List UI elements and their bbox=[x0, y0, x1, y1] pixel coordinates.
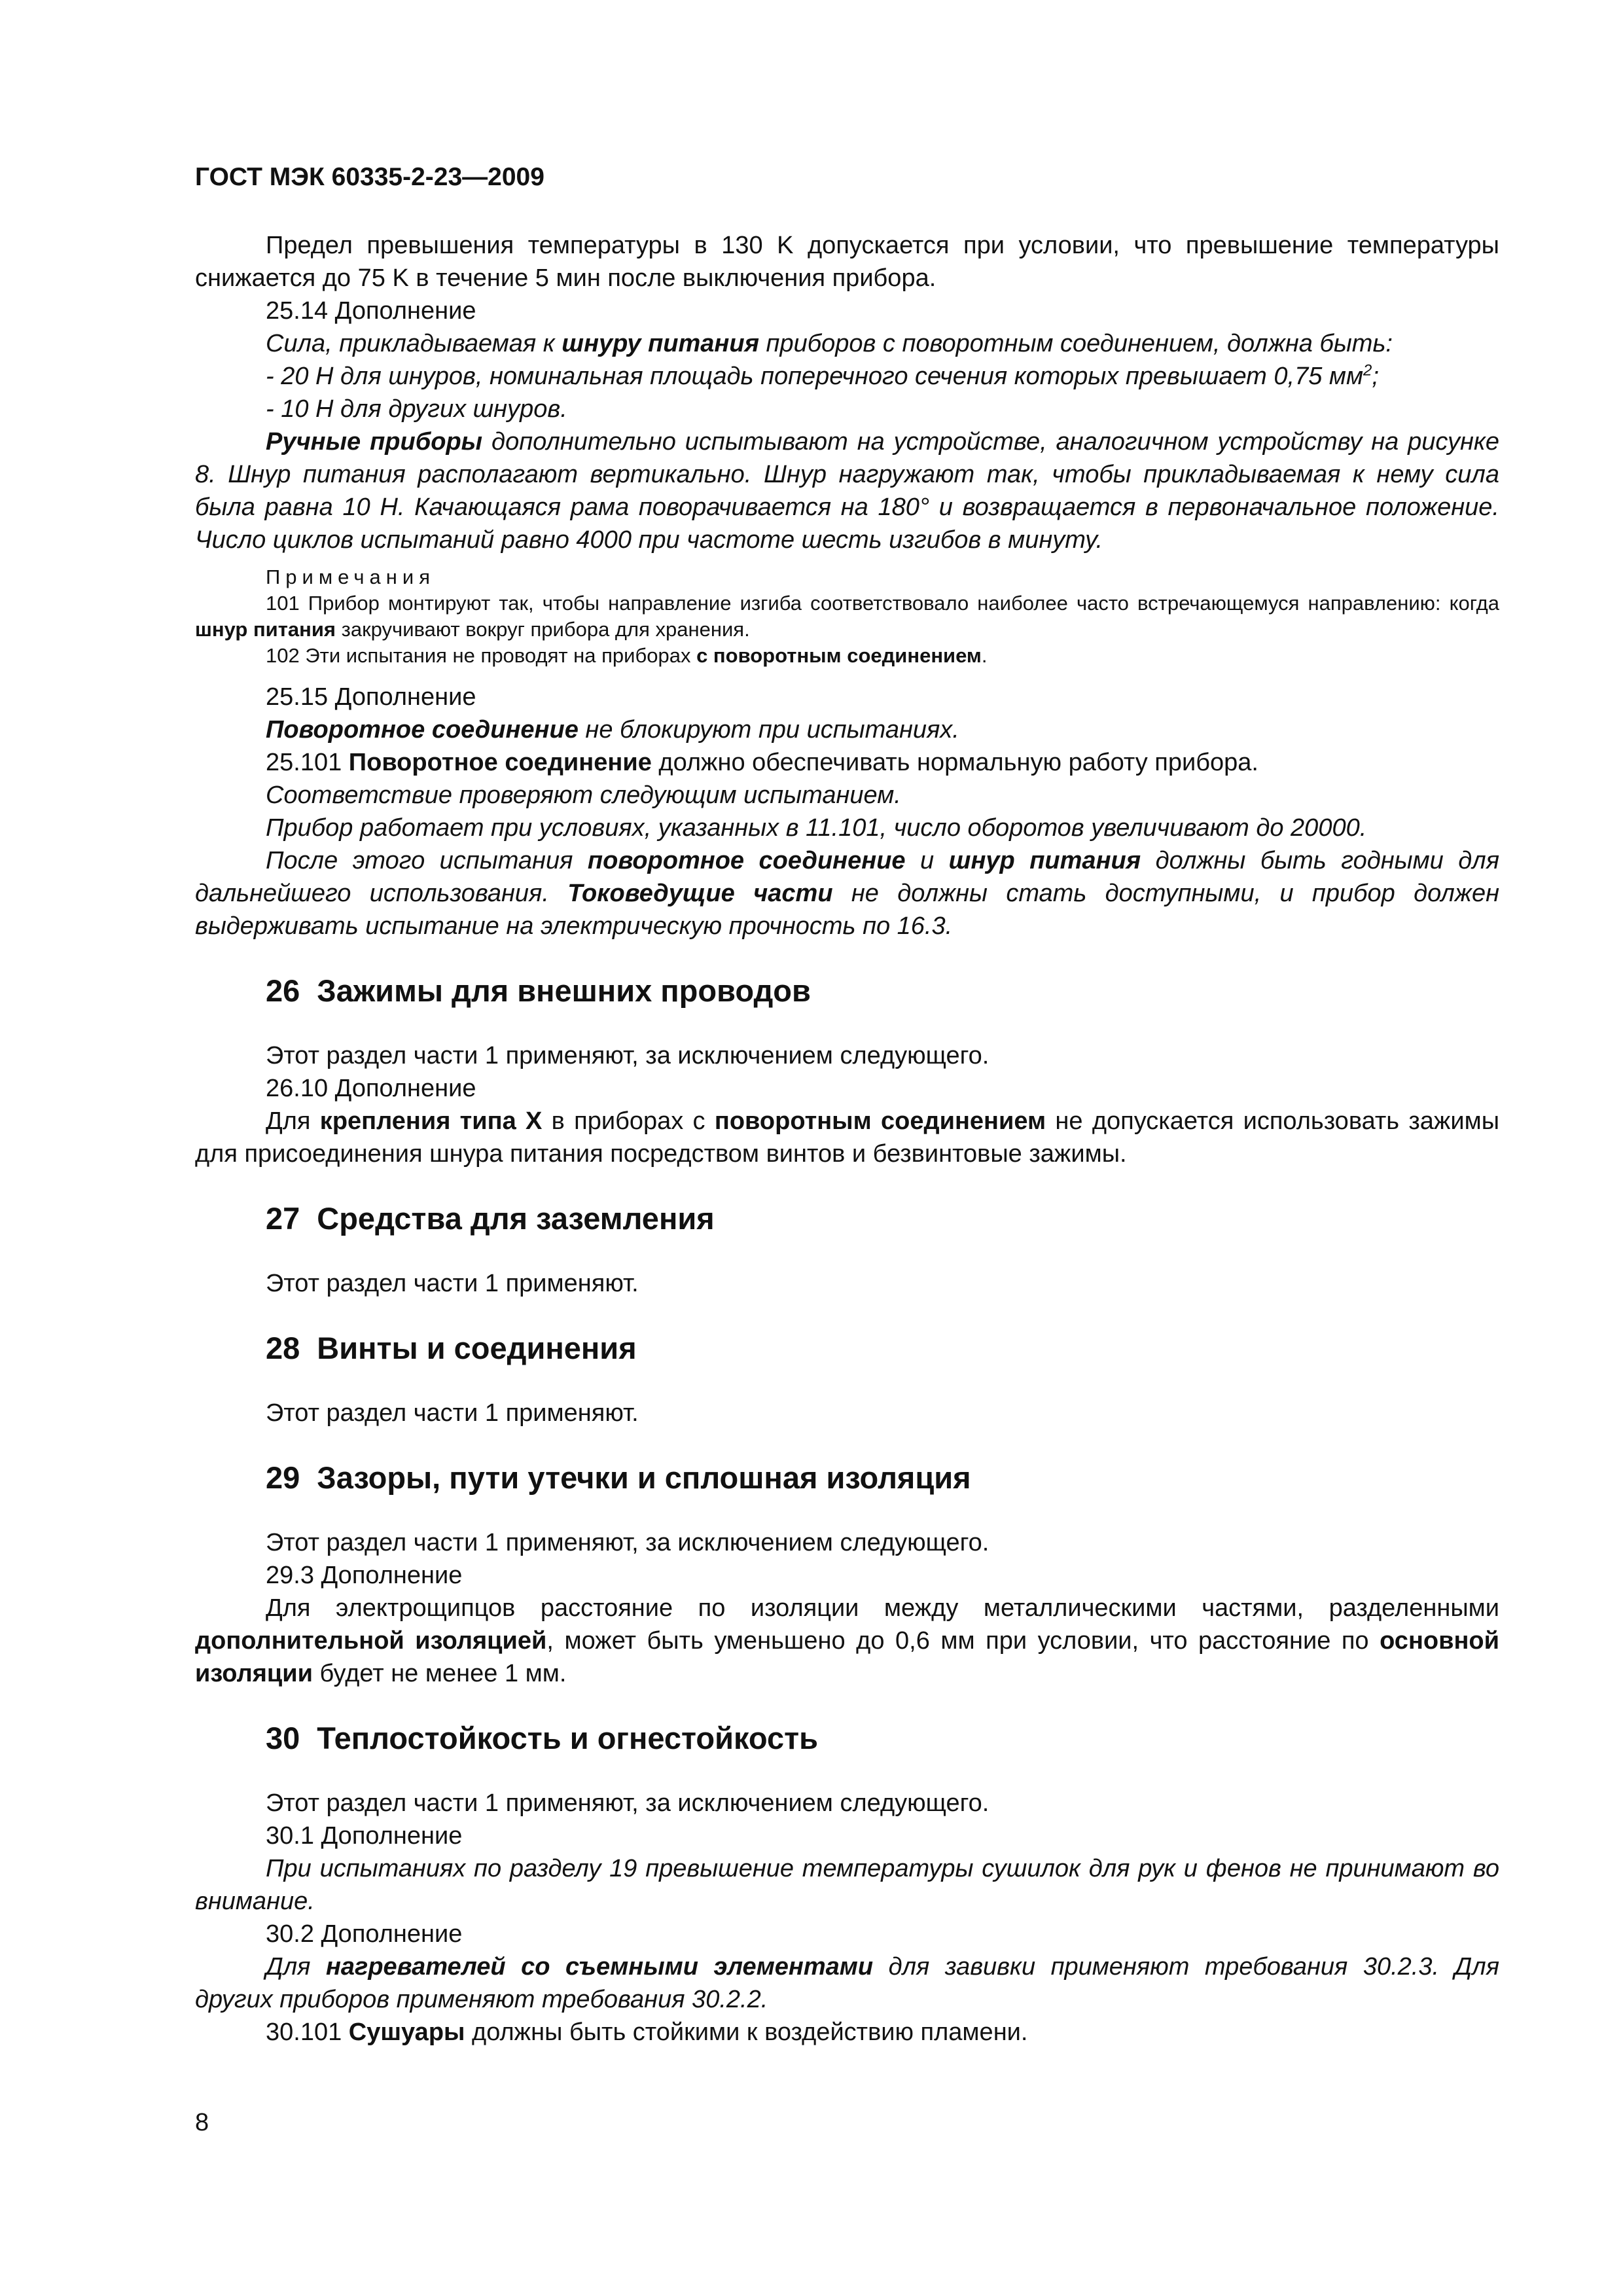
list-item-20n: - 20 Н для шнуров, номинальная площадь поперечного сечения которых превышает 0,75 $мм^2$; bbox=[266, 361, 1379, 390]
clause-29-3-text: Для электрощипцов расстояние по изоляции между металлическими частями, разделенными дополнительной изоляцией, может быть уменьшено до 0,6 мм при условии, что расстояние по основной изоляции будет не менее 1 мм. bbox=[195, 1594, 1499, 1687]
clause-26-10-label: 26.10 Дополнение bbox=[266, 1075, 476, 1102]
section-27-intro: Этот раздел части 1 применяют. bbox=[266, 1270, 639, 1297]
section-26-intro: Этот раздел части 1 применяют, за исключением следующего. bbox=[266, 1042, 990, 1069]
clause-30-1-text: При испытаниях по разделу 19 превышение температуры сушилок для рук и фенов не принимают во внимание. bbox=[195, 1855, 1499, 1915]
clause-25-15-text: Поворотное соединение не блокируют при испытаниях. bbox=[266, 716, 959, 744]
section-29-heading: 29 Зазоры, пути утечки и сплошная изоляция bbox=[266, 1460, 971, 1495]
clause-30-101: 30.101 Сушуары должны быть стойкими к воздействию пламени. bbox=[266, 2018, 1028, 2046]
clause-30-2-text: Для нагревателей со съемными элементами для завивки применяют требования 30.2.3. Для других приборов применяют требования 30.2.2. bbox=[195, 1953, 1499, 2013]
section-29-intro: Этот раздел части 1 применяют, за исключением следующего. bbox=[266, 1529, 990, 1556]
page-content bbox=[195, 161, 1499, 2049]
clause-30-2-label: 30.2 Дополнение bbox=[266, 1920, 463, 1948]
section-28-intro: Этот раздел части 1 применяют. bbox=[266, 1399, 639, 1427]
clause-25-101-work: Прибор работает при условиях, указанных в 11.101, число оборотов увеличивают до 20000. bbox=[266, 814, 1367, 842]
clause-25-101-check: Соответствие проверяют следующим испытанием. bbox=[266, 781, 901, 809]
section-28-heading: 28 Винты и соединения bbox=[266, 1331, 637, 1365]
section-26-heading: 26 Зажимы для внешних проводов bbox=[266, 973, 811, 1008]
clause-25-14-force: Сила, прикладываемая к шнуру питания приборов с поворотным соединением, должна быть: bbox=[266, 330, 1393, 357]
clause-25-101-after: После этого испытания поворотное соединение и шнур питания должны быть годными для дальнейшего использования. Токоведущие части не должны стать доступными, и прибор должен выдерживать испытание на электрическую прочность по 16.3. bbox=[195, 847, 1499, 940]
clause-25-101: 25.101 Поворотное соединение должно обеспечивать нормальную работу прибора. bbox=[266, 749, 1258, 776]
clause-29-3-label: 29.3 Дополнение bbox=[266, 1562, 463, 1589]
section-30-intro: Этот раздел части 1 применяют, за исключением следующего. bbox=[266, 1789, 990, 1817]
note-101: 101 Прибор монтируют так, чтобы направление изгиба соответствовало наиболее часто встречающемуся направлению: когда шнур питания закручивают вокруг прибора для хранения. bbox=[195, 592, 1499, 641]
notes-heading: Примечания bbox=[266, 565, 435, 588]
clause-25-15-label: 25.15 Дополнение bbox=[266, 683, 476, 711]
document-header: ГОСТ МЭК 60335-2-23—2009 bbox=[195, 163, 544, 191]
section-30-heading: 30 Теплостойкость и огнестойкость bbox=[266, 1721, 819, 1755]
section-27-heading: 27 Средства для заземления bbox=[266, 1201, 715, 1236]
note-102: 102 Эти испытания не проводят на приборах с поворотным соединением. bbox=[266, 644, 988, 667]
paragraph-hand-appliances: Ручные приборы дополнительно испытывают на устройстве, аналогичном устройству на рисунке 8. Шнур питания располагают вертикально. Шнур нагружают так, чтобы прикладываемая к нему сила была равна 10 Н. Качающаяся рама поворачивается на 180° и возвращается в первоначальное положение. Число циклов испытаний равно 4000 при частоте шесть изгибов в минуту. bbox=[195, 428, 1499, 554]
clause-26-10-text: Для крепления типа X в приборах с поворотным соединением не допускается использовать зажимы для присоединения шнура питания посредством винтов и безвинтовые зажимы. bbox=[195, 1107, 1500, 1168]
paragraph-temperature-limit: Предел превышения температуры в 130 K допускается при условии, что превышение температуры снижается до 75 K в течение 5 мин после выключения прибора. bbox=[195, 232, 1499, 292]
clause-25-14-label: 25.14 Дополнение bbox=[266, 297, 476, 325]
list-item-10n: - 10 Н для других шнуров. bbox=[266, 395, 567, 423]
clause-30-1-label: 30.1 Дополнение bbox=[266, 1822, 463, 1850]
page-number: 8 bbox=[195, 2109, 209, 2136]
